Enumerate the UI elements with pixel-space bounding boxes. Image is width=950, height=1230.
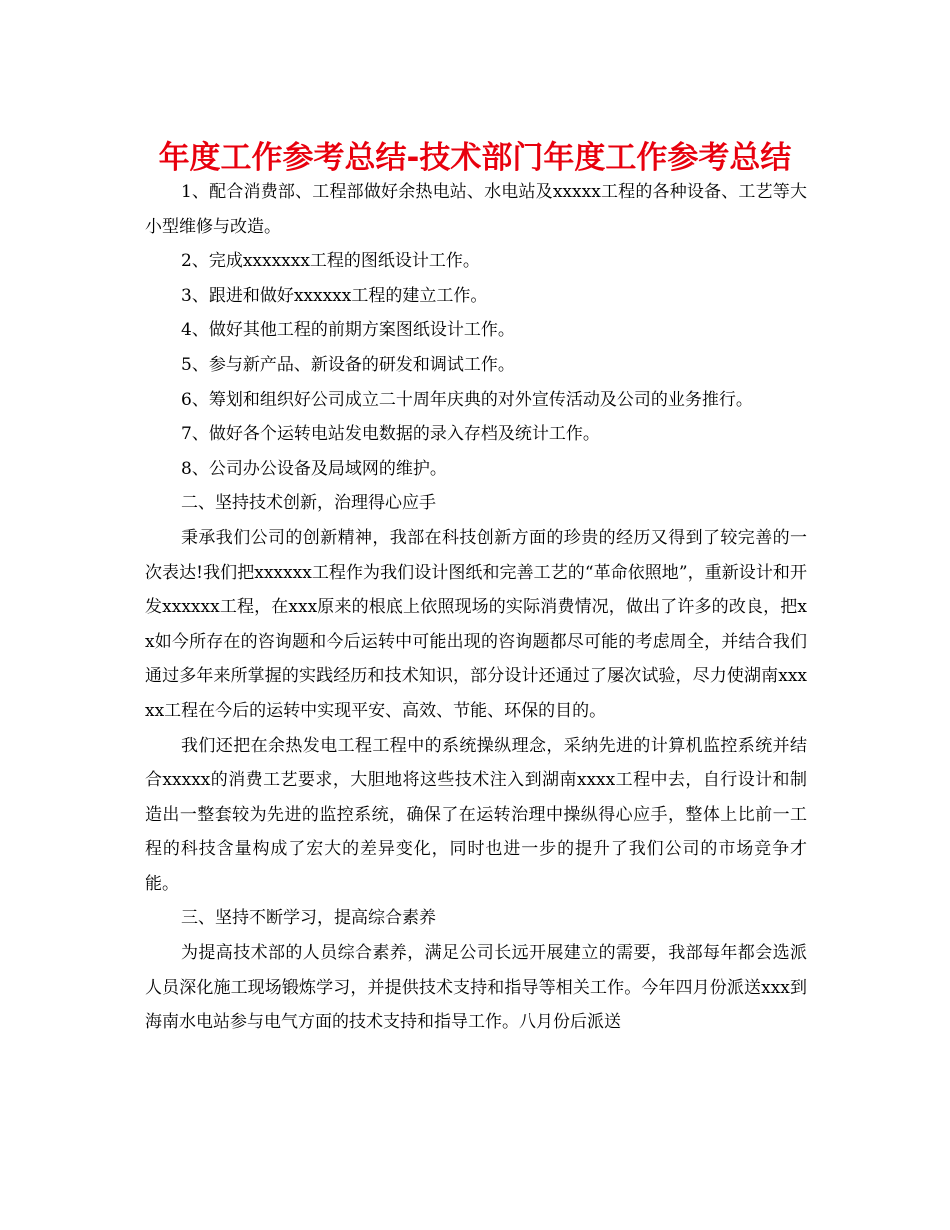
list-item-6: 6、筹划和组织好公司成立二十周年庆典的对外宣传活动及公司的业务推行。 — [181, 389, 753, 410]
list-item-5: 5、参与新产品、新设备的研发和调试工作。 — [181, 354, 515, 375]
document-title: 年度工作参考总结-技术部门年度工作参考总结 — [158, 140, 792, 176]
list-item-8: 8、公司办公设备及局域网的维护。 — [181, 458, 447, 479]
body-paragraph: 秉承我们公司的创新精神，我部在科技创新方面的珍贵的经历又得到了较完善的一次表达!我们把xxxxxx工程作为我们设计图纸和完善工艺的“革命依照地”，重新设计和开发xxxxxx工程，在xxx原来的根底上依照现场的实际消费情况，做出了许多的改良，把xx如今所存在的咨询题和今后运转中可能出现的咨询题都尽可能的考虑周全，并结合我们通过多年来所掌握的实践经历和技术知识，部分设计还通过了屡次试验，尽力使湖南xxxxx工程在今后的运转中实现平安、高效、节能、环保的目的。 — [145, 527, 807, 721]
body-paragraph: 为提高技术部的人员综合素养，满足公司长远开展建立的需要，我部每年都会选派人员深化施工现场锻炼学习，并提供技术支持和指导等相关工作。今年四月份派送xxx到海南水电站参与电气方面的技术支持和指导工作。八月份后派送 — [145, 943, 807, 1033]
list-item-1: 1、配合消费部、工程部做好余热电站、水电站及xxxxx工程的各种设备、工艺等大小型维修与改造。 — [145, 182, 807, 237]
list-item-7: 7、做好各个运转电站发电数据的录入存档及统计工作。 — [181, 424, 600, 445]
document-body — [145, 175, 807, 1040]
section-heading-2: 二、坚持技术创新，治理得心应手 — [181, 493, 436, 514]
body-paragraph: 我们还把在余热发电工程工程中的系统操纵理念，采纳先进的计算机监控系统并结合xxxxx的消费工艺要求，大胆地将这些技术注入到湖南xxxx工程中去，自行设计和制造出一整套较为先进的监控系统，确保了在运转治理中操纵得心应手，整体上比前一工程的科技含量构成了宏大的差异变化，同时也进一步的提升了我们公司的市场竞争才能。 — [145, 735, 807, 894]
section-heading-3: 三、坚持不断学习，提高综合素养 — [181, 908, 436, 929]
list-item-4: 4、做好其他工程的前期方案图纸设计工作。 — [181, 320, 515, 341]
list-item-2: 2、完成xxxxxxx工程的图纸设计工作。 — [181, 251, 480, 272]
list-item-3: 3、跟进和做好xxxxxx工程的建立工作。 — [181, 285, 488, 306]
